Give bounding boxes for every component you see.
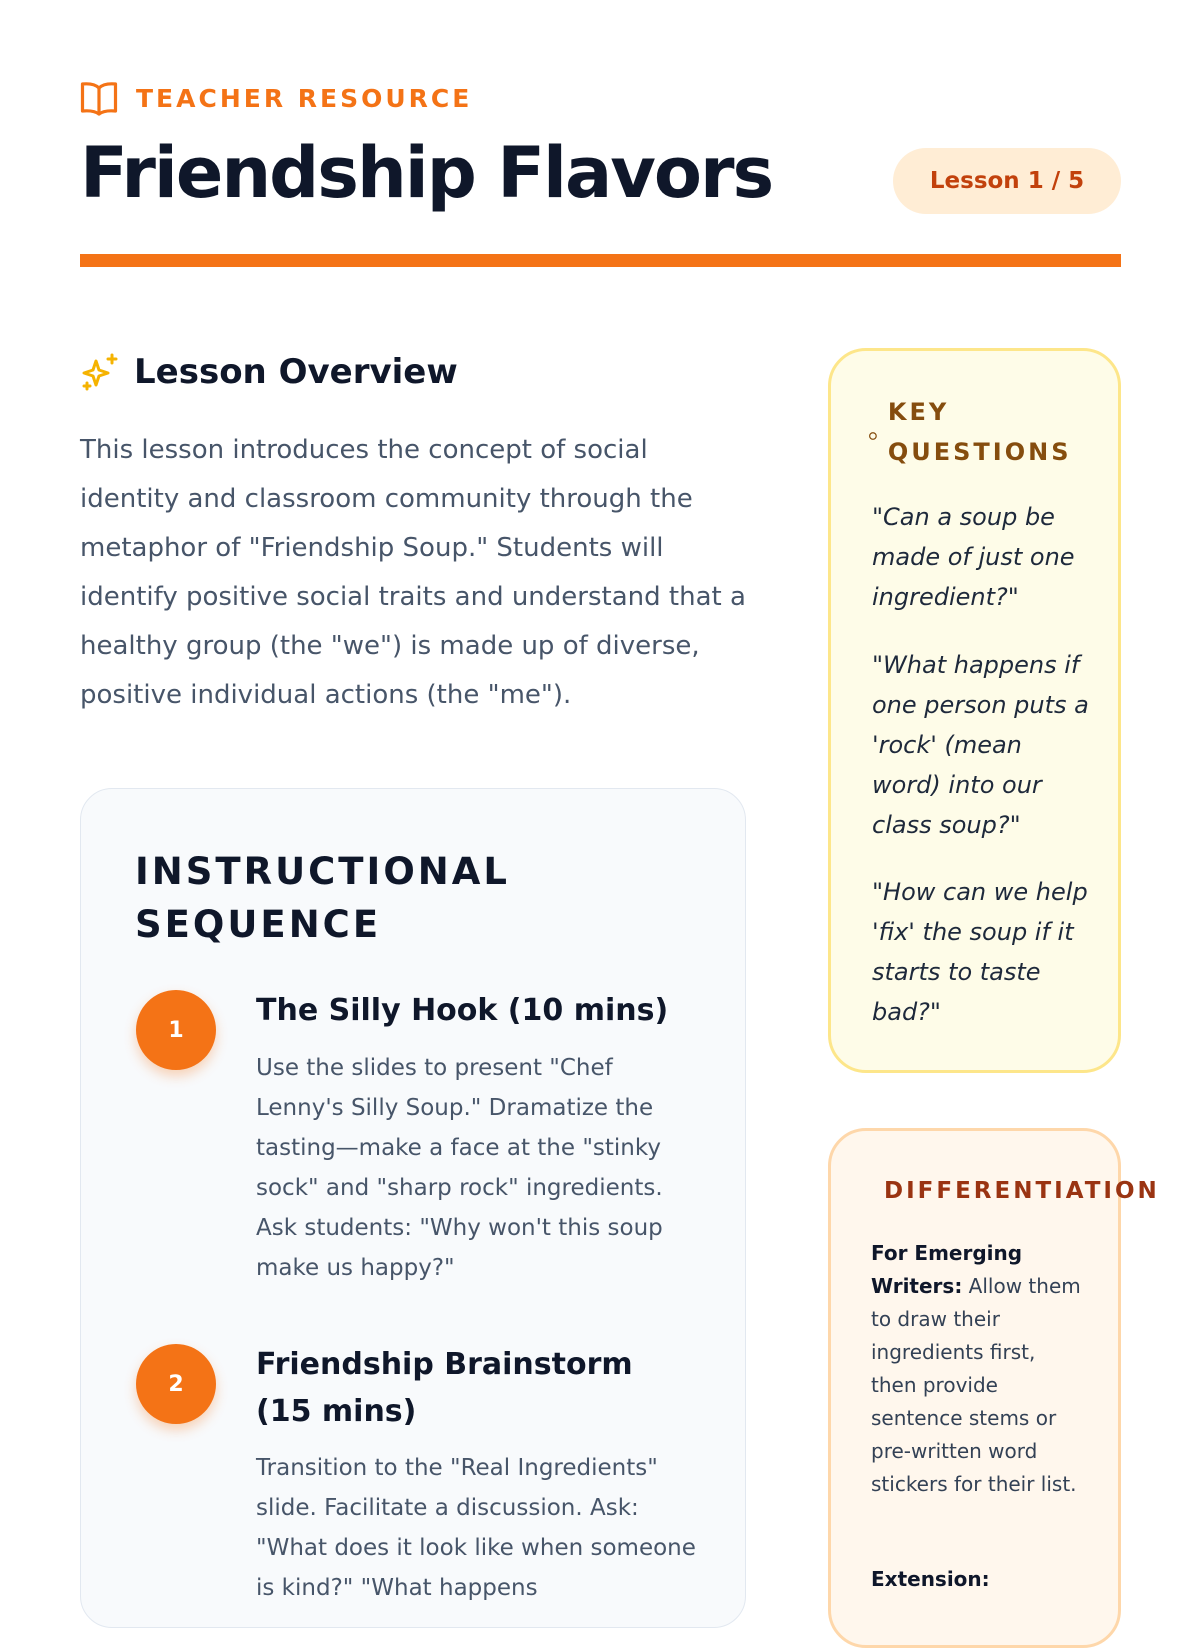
key-question-3: "How can we help 'fix' the soup if it starts to taste bad?" — [872, 878, 1088, 1026]
differentiation-item-1-label: For Emerging Writers: — [871, 1241, 1023, 1298]
differentiation-heading: DIFFERENTIATION — [884, 1178, 1160, 1204]
differentiation-item-2 — [871, 1563, 1081, 1596]
key-question-1: "Can a soup be made of just one ingredient?" — [872, 503, 1075, 611]
eyebrow-label: TEACHER RESOURCE — [136, 83, 473, 113]
step-title-1: The Silly Hook (10 mins) — [256, 993, 669, 1028]
differentiation-item-1 — [871, 1237, 1081, 1501]
step-text-2: Transition to the "Real Ingredients" slide. Facilitate a discussion. Ask: "What does it look like when someone is kind?" "What happens — [256, 1455, 696, 1601]
sparkles-icon — [80, 352, 120, 392]
key-question-2: "What happens if one person puts a 'rock' (mean word) into our class soup?" — [872, 651, 1089, 839]
differentiation-item-2-label: Extension: — [871, 1567, 990, 1591]
step-number-1: 1 — [136, 990, 216, 1070]
lightbulb-icon — [868, 430, 878, 442]
key-questions-heading: KEY QUESTIONS — [887, 398, 1072, 466]
differentiation-item-1-text: Allow them to draw their ingredients first, then provide sentence stems or pre-written word stickers for their list. — [871, 1274, 1081, 1496]
header-divider — [80, 254, 1121, 267]
eyebrow — [80, 80, 472, 116]
overview-heading-row — [80, 350, 458, 394]
step-text-1: Use the slides to present "Chef Lenny's Silly Soup." Dramatize the tasting—make a face at the "stinky sock" and "sharp rock" ingredients. Ask students: "Why won't this soup make us happy?" — [256, 1055, 663, 1281]
overview-heading: Lesson Overview — [134, 352, 458, 392]
sequence-heading: INSTRUCTIONAL SEQUENCE — [135, 850, 510, 946]
step-number-2: 2 — [136, 1344, 216, 1424]
overview-text: This lesson introduces the concept of social identity and classroom community through the metaphor of "Friendship Soup." Students will identify positive social traits and understand that a healthy group (the "we") is made up of diverse, positive individual actions (the "me"). — [80, 435, 746, 710]
page-title: Friendship Flavors — [80, 132, 773, 214]
step-title-2: Friendship Brainstorm (15 mins) — [256, 1347, 633, 1429]
key-questions-heading-row — [868, 392, 1098, 472]
lesson-badge: Lesson 1 / 5 — [893, 148, 1121, 214]
book-open-icon — [80, 80, 118, 116]
